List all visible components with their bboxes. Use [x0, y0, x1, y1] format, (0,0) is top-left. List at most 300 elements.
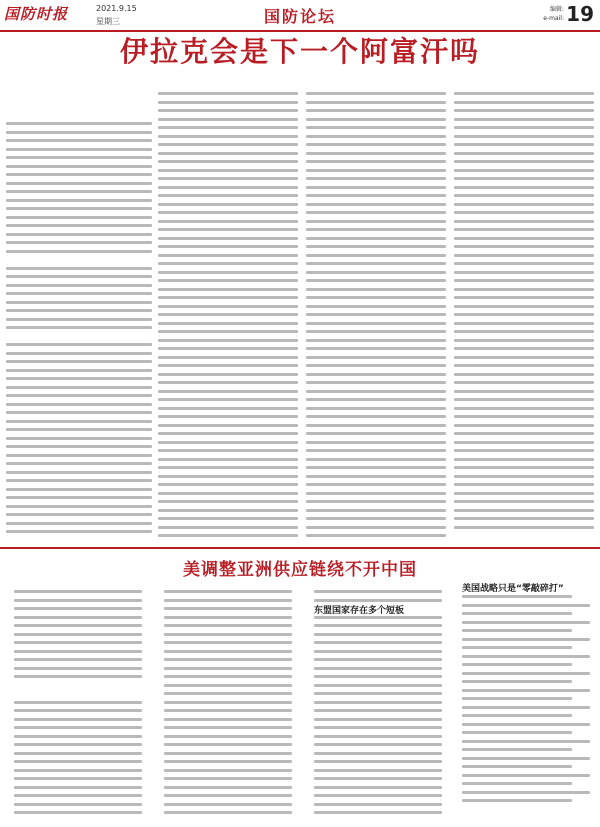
body-text-line: [158, 492, 298, 495]
body-text-line: [6, 462, 152, 465]
body-text-line: [6, 207, 152, 210]
body-text-line: [306, 534, 446, 537]
body-text-line: [158, 526, 298, 529]
body-text-line: [306, 186, 446, 189]
body-text-line: [306, 211, 446, 214]
body-text-line: [454, 526, 594, 529]
body-text-line: [14, 701, 142, 704]
body-text-line: [158, 228, 298, 231]
body-text-line: [164, 786, 292, 789]
body-text-line: [14, 786, 142, 789]
body-text-line: [454, 415, 594, 418]
body-text-line: [306, 313, 446, 316]
body-text-line: [164, 667, 292, 670]
body-text-line: [462, 680, 572, 683]
body-text-line: [306, 92, 446, 95]
body-text-line: [6, 479, 152, 482]
body-text-line: [306, 373, 446, 376]
body-text-line: [6, 454, 152, 457]
body-text-line: [454, 339, 594, 342]
article2-headline: 美调整亚洲供应链绕不开中国: [183, 560, 417, 580]
body-text-line: [14, 811, 142, 814]
body-text-line: [14, 641, 142, 644]
body-text-line: [6, 122, 152, 125]
body-text-line: [158, 517, 298, 520]
section-title: 国防论坛: [263, 7, 336, 26]
body-text-line: [314, 803, 442, 806]
body-text-line: [158, 143, 298, 146]
body-text-line: [306, 398, 446, 401]
body-text-line: [6, 139, 152, 142]
body-text-line: [454, 262, 594, 265]
body-text-line: [454, 92, 594, 95]
body-text-line: [314, 735, 442, 738]
article2-subhead-1: 东盟国家存在多个短板: [314, 606, 405, 616]
body-text-line: [306, 492, 446, 495]
body-text-line: [158, 211, 298, 214]
body-text-line: [158, 101, 298, 104]
body-text-line: [462, 655, 590, 658]
body-text-line: [314, 590, 442, 593]
body-text-line: [454, 194, 594, 197]
body-text-line: [306, 143, 446, 146]
body-text-line: [158, 509, 298, 512]
body-text-line: [314, 726, 442, 729]
body-text-line: [462, 748, 572, 751]
body-text-line: [454, 160, 594, 163]
body-text-line: [164, 692, 292, 695]
body-text-line: [306, 381, 446, 384]
body-text-line: [462, 782, 572, 785]
body-text-line: [454, 135, 594, 138]
body-text-line: [14, 726, 142, 729]
body-text-line: [462, 765, 572, 768]
body-text-line: [314, 599, 442, 602]
body-text-line: [6, 131, 152, 134]
body-text-line: [306, 347, 446, 350]
body-text-line: [6, 233, 152, 236]
body-text-line: [306, 424, 446, 427]
body-text-line: [6, 326, 152, 329]
body-text-line: [158, 415, 298, 418]
body-text-line: [158, 390, 298, 393]
body-text-line: [314, 811, 442, 814]
body-text-line: [164, 675, 292, 678]
body-text-line: [164, 684, 292, 687]
body-text-line: [164, 607, 292, 610]
body-text-line: [164, 777, 292, 780]
body-text-line: [164, 641, 292, 644]
body-text-line: [158, 432, 298, 435]
body-text-line: [6, 445, 152, 448]
body-text-line: [158, 364, 298, 367]
body-text-line: [314, 658, 442, 661]
body-text-line: [6, 148, 152, 151]
masthead: [0, 0, 600, 30]
body-text-line: [164, 794, 292, 797]
body-text-line: [6, 411, 152, 414]
body-text-line: [306, 279, 446, 282]
body-text-line: [314, 718, 442, 721]
body-text-line: [164, 633, 292, 636]
body-text-line: [158, 330, 298, 333]
article-divider: [0, 547, 600, 549]
body-text-line: [454, 330, 594, 333]
body-text-line: [164, 709, 292, 712]
body-text-line: [6, 496, 152, 499]
body-text-line: [454, 458, 594, 461]
body-text-line: [6, 267, 152, 270]
body-text-line: [314, 616, 442, 619]
body-text-line: [6, 250, 152, 253]
body-text-line: [314, 675, 442, 678]
body-text-line: [14, 752, 142, 755]
body-text-line: [164, 743, 292, 746]
body-text-line: [306, 517, 446, 520]
body-text-line: [14, 624, 142, 627]
body-text-line: [454, 109, 594, 112]
body-text-line: [6, 173, 152, 176]
body-text-line: [14, 658, 142, 661]
body-text-line: [158, 279, 298, 282]
body-text-line: [314, 633, 442, 636]
body-text-line: [314, 760, 442, 763]
body-text-line: [454, 364, 594, 367]
body-text-line: [306, 254, 446, 257]
body-text-line: [164, 811, 292, 814]
body-text-line: [158, 118, 298, 121]
body-text-line: [306, 466, 446, 469]
body-text-line: [6, 352, 152, 355]
body-text-line: [6, 437, 152, 440]
body-text-line: [314, 692, 442, 695]
body-text-line: [14, 735, 142, 738]
body-text-line: [6, 386, 152, 389]
body-text-line: [306, 356, 446, 359]
body-text-line: [158, 169, 298, 172]
body-text-line: [306, 441, 446, 444]
body-text-line: [462, 689, 590, 692]
body-text-line: [6, 275, 152, 278]
body-text-line: [164, 718, 292, 721]
body-text-line: [158, 322, 298, 325]
body-text-line: [454, 169, 594, 172]
body-text-line: [306, 500, 446, 503]
body-text-line: [454, 381, 594, 384]
body-text-line: [14, 803, 142, 806]
body-text-line: [14, 709, 142, 712]
body-text-line: [158, 398, 298, 401]
body-text-line: [462, 757, 590, 760]
body-text-line: [164, 760, 292, 763]
body-text-line: [462, 646, 572, 649]
body-text-line: [158, 262, 298, 265]
body-text-line: [454, 500, 594, 503]
article2-subhead-2: 美国战略只是“零敲碎打”: [462, 584, 564, 594]
body-text-line: [454, 407, 594, 410]
body-text-line: [462, 774, 590, 777]
body-text-line: [454, 220, 594, 223]
body-text-line: [158, 534, 298, 537]
body-text-line: [454, 347, 594, 350]
body-text-line: [158, 339, 298, 342]
body-text-line: [158, 186, 298, 189]
body-text-line: [158, 373, 298, 376]
body-text-line: [14, 743, 142, 746]
body-text-line: [454, 118, 594, 121]
body-text-line: [454, 475, 594, 478]
body-text-line: [454, 143, 594, 146]
body-text-line: [314, 684, 442, 687]
newspaper-logo: 国防时报: [4, 5, 69, 23]
body-text-line: [306, 160, 446, 163]
body-text-line: [454, 517, 594, 520]
body-text-line: [158, 347, 298, 350]
body-text-line: [158, 313, 298, 316]
body-text-line: [306, 135, 446, 138]
body-text-line: [6, 505, 152, 508]
body-text-line: [306, 407, 446, 410]
body-text-line: [306, 449, 446, 452]
body-text-line: [6, 165, 152, 168]
body-text-line: [306, 288, 446, 291]
body-text-line: [158, 407, 298, 410]
body-text-line: [306, 262, 446, 265]
body-text-line: [314, 667, 442, 670]
body-text-line: [454, 441, 594, 444]
body-text-line: [306, 483, 446, 486]
body-text-line: [164, 650, 292, 653]
page-number: 19: [566, 2, 594, 26]
body-text-line: [158, 245, 298, 248]
body-text-line: [158, 160, 298, 163]
body-text-line: [462, 612, 572, 615]
body-text-line: [306, 296, 446, 299]
body-text-line: [6, 377, 152, 380]
body-text-line: [14, 718, 142, 721]
body-text-line: [164, 599, 292, 602]
body-text-line: [454, 152, 594, 155]
body-text-line: [158, 177, 298, 180]
body-text-line: [454, 254, 594, 257]
body-text-line: [454, 305, 594, 308]
body-text-line: [164, 616, 292, 619]
body-text-line: [6, 343, 152, 346]
body-text-line: [6, 522, 152, 525]
body-text-line: [454, 186, 594, 189]
body-text-line: [158, 475, 298, 478]
body-text-line: [6, 216, 152, 219]
body-text-line: [454, 279, 594, 282]
editor-credits: 编辑:: [549, 6, 564, 13]
body-text-line: [306, 432, 446, 435]
body-text-line: [6, 241, 152, 244]
body-text-line: [158, 220, 298, 223]
body-text-line: [6, 530, 152, 533]
body-text-line: [306, 203, 446, 206]
body-text-line: [164, 735, 292, 738]
body-text-line: [454, 424, 594, 427]
body-text-line: [306, 194, 446, 197]
body-text-line: [158, 424, 298, 427]
body-text-line: [454, 432, 594, 435]
body-text-line: [306, 509, 446, 512]
body-text-line: [454, 228, 594, 231]
body-text-line: [454, 245, 594, 248]
body-text-line: [454, 398, 594, 401]
body-text-line: [314, 786, 442, 789]
body-text-line: [14, 599, 142, 602]
body-text-line: [158, 194, 298, 197]
body-text-line: [306, 177, 446, 180]
body-text-line: [14, 794, 142, 797]
body-text-line: [306, 475, 446, 478]
body-text-line: [314, 641, 442, 644]
article1-byline: [4, 88, 152, 90]
body-text-line: [158, 126, 298, 129]
body-text-line: [164, 701, 292, 704]
body-text-line: [306, 415, 446, 418]
body-text-line: [314, 769, 442, 772]
body-text-line: [462, 714, 572, 717]
body-text-line: [454, 449, 594, 452]
body-text-line: [14, 607, 142, 610]
body-text-line: [462, 740, 590, 743]
body-text-line: [462, 663, 572, 666]
body-text-line: [306, 339, 446, 342]
body-text-line: [462, 799, 572, 802]
body-text-line: [462, 604, 590, 607]
body-text-line: [454, 211, 594, 214]
body-text-line: [462, 638, 590, 641]
body-text-line: [454, 271, 594, 274]
body-text-line: [6, 488, 152, 491]
body-text-line: [462, 706, 590, 709]
body-text-line: [454, 203, 594, 206]
body-text-line: [306, 126, 446, 129]
body-text-line: [6, 182, 152, 185]
body-text-line: [306, 169, 446, 172]
body-text-line: [462, 621, 590, 624]
body-text-line: [306, 330, 446, 333]
body-text-line: [454, 101, 594, 104]
body-text-line: [164, 726, 292, 729]
body-text-line: [14, 777, 142, 780]
body-text-line: [454, 126, 594, 129]
body-text-line: [454, 483, 594, 486]
body-text-line: [454, 322, 594, 325]
body-text-line: [314, 650, 442, 653]
body-text-line: [462, 791, 590, 794]
body-text-line: [158, 483, 298, 486]
body-text-line: [454, 356, 594, 359]
body-text-line: [158, 466, 298, 469]
body-text-line: [164, 769, 292, 772]
body-text-line: [306, 245, 446, 248]
body-text-line: [158, 381, 298, 384]
body-text-line: [6, 224, 152, 227]
body-text-line: [306, 322, 446, 325]
body-text-line: [158, 441, 298, 444]
body-text-line: [306, 458, 446, 461]
body-text-line: [158, 458, 298, 461]
body-text-line: [6, 403, 152, 406]
body-text-line: [164, 752, 292, 755]
body-text-line: [306, 305, 446, 308]
body-text-line: [454, 237, 594, 240]
body-text-line: [164, 590, 292, 593]
body-text-line: [158, 500, 298, 503]
body-text-line: [158, 203, 298, 206]
body-text-line: [158, 109, 298, 112]
body-text-line: [462, 697, 572, 700]
body-text-line: [14, 590, 142, 593]
body-text-line: [454, 313, 594, 316]
body-text-line: [454, 373, 594, 376]
body-text-line: [454, 466, 594, 469]
body-text-line: [6, 199, 152, 202]
body-text-line: [14, 616, 142, 619]
body-text-line: [462, 595, 572, 598]
body-text-line: [306, 271, 446, 274]
body-text-line: [454, 492, 594, 495]
body-text-line: [306, 390, 446, 393]
body-text-line: [454, 288, 594, 291]
body-text-line: [306, 526, 446, 529]
body-text-line: [14, 675, 142, 678]
issue-date: 2021.9.15: [96, 4, 137, 13]
body-text-line: [14, 633, 142, 636]
body-text-line: [6, 369, 152, 372]
body-text-line: [158, 356, 298, 359]
body-text-line: [14, 769, 142, 772]
body-text-line: [306, 220, 446, 223]
body-text-line: [6, 309, 152, 312]
body-text-line: [454, 390, 594, 393]
body-text-line: [6, 513, 152, 516]
issue-weekday: 星期三: [96, 17, 120, 26]
body-text-line: [6, 428, 152, 431]
body-text-line: [158, 288, 298, 291]
body-text-line: [462, 672, 590, 675]
body-text-line: [6, 292, 152, 295]
body-text-line: [164, 658, 292, 661]
body-text-line: [14, 760, 142, 763]
body-text-line: [6, 301, 152, 304]
body-text-line: [454, 177, 594, 180]
body-text-line: [462, 723, 590, 726]
body-text-line: [462, 629, 572, 632]
body-text-line: [6, 420, 152, 423]
body-text-line: [6, 318, 152, 321]
body-text-line: [306, 364, 446, 367]
editor-email: e-mail:: [543, 15, 564, 22]
body-text-line: [158, 92, 298, 95]
body-text-line: [306, 237, 446, 240]
body-text-line: [314, 743, 442, 746]
body-text-line: [14, 667, 142, 670]
body-text-line: [6, 360, 152, 363]
body-text-line: [158, 254, 298, 257]
body-text-line: [306, 228, 446, 231]
body-text-line: [306, 152, 446, 155]
body-text-line: [158, 296, 298, 299]
body-text-line: [158, 135, 298, 138]
body-text-line: [454, 296, 594, 299]
body-text-line: [158, 237, 298, 240]
body-text-line: [6, 471, 152, 474]
body-text-line: [306, 109, 446, 112]
